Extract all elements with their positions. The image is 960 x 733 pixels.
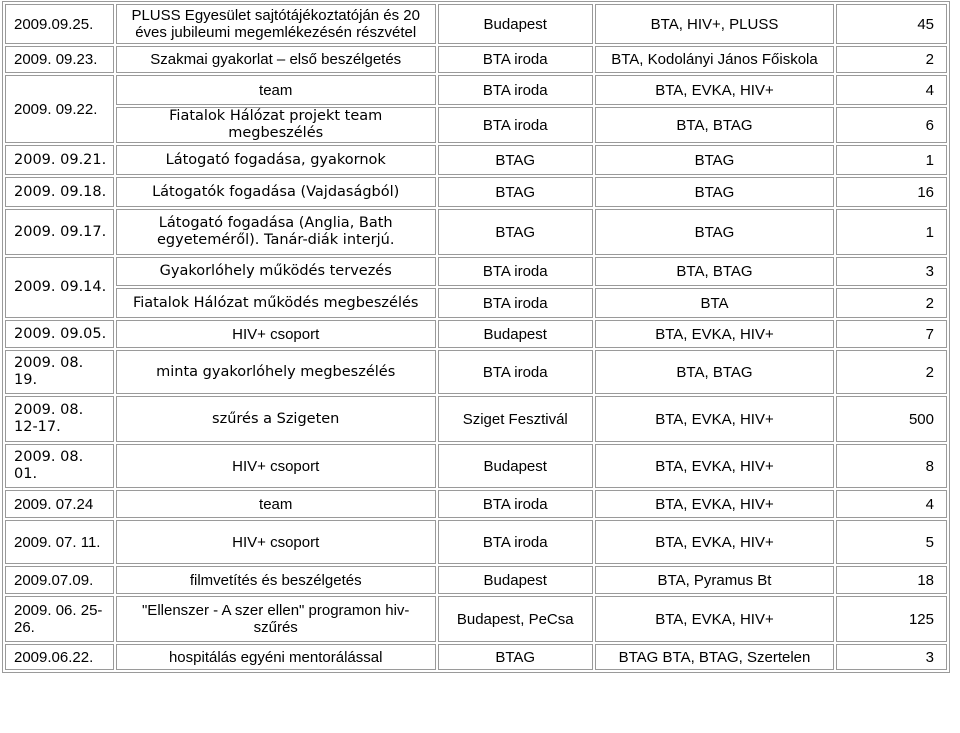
place-cell: Budapest (438, 320, 593, 348)
place-cell: Sziget Fesztivál (438, 396, 593, 442)
table-row (5, 46, 947, 73)
place-cell: BTA iroda (438, 107, 593, 143)
participants-cell: BTA, BTAG (595, 350, 835, 394)
date-cell: 2009.09.25. (5, 4, 114, 44)
participants-cell: BTA, EVKA, HIV+ (595, 320, 835, 348)
participants-cell: BTA, EVKA, HIV+ (595, 520, 835, 564)
date-cell: 2009. 09.05. (5, 320, 114, 348)
date-cell: 2009.07.09. (5, 566, 114, 594)
attendee-count-cell: 3 (836, 644, 947, 670)
date-cell: 2009. 08. 19. (5, 350, 114, 394)
participants-cell: BTA, HIV+, PLUSS (595, 4, 835, 44)
event-title-cell: team (116, 490, 436, 518)
event-title-cell: HIV+ csoport (116, 520, 436, 564)
table-row (5, 320, 947, 348)
date-cell: 2009. 09.17. (5, 209, 114, 255)
event-title-cell: Látogatók fogadása (Vajdaságból) (116, 177, 436, 207)
event-title-cell: team (116, 75, 436, 105)
participants-cell: BTA, EVKA, HIV+ (595, 396, 835, 442)
date-cell: 2009. 09.23. (5, 46, 114, 73)
table-row (5, 596, 947, 642)
place-cell: Budapest (438, 444, 593, 488)
attendee-count-cell: 4 (836, 490, 947, 518)
attendee-count-cell: 500 (836, 396, 947, 442)
date-cell: 2009. 09.21. (5, 145, 114, 175)
event-title-cell: Fiatalok Hálózat projekt team megbeszélés (116, 107, 436, 143)
table-row (5, 177, 947, 207)
date-cell: 2009. 08. 12-17. (5, 396, 114, 442)
attendee-count-cell: 16 (836, 177, 947, 207)
place-cell: BTA iroda (438, 46, 593, 73)
event-title-cell: filmvetítés és beszélgetés (116, 566, 436, 594)
date-cell: 2009. 09.18. (5, 177, 114, 207)
event-title-cell: "Ellenszer - A szer ellen" programon hiv-szűrés (116, 596, 436, 642)
table-row (5, 75, 947, 105)
place-cell: BTA iroda (438, 350, 593, 394)
place-cell: BTA iroda (438, 75, 593, 105)
date-cell: 2009. 09.14. (5, 257, 114, 318)
table-row (5, 107, 947, 143)
date-cell: 2009. 08. 01. (5, 444, 114, 488)
attendee-count-cell: 2 (836, 350, 947, 394)
place-cell: BTAG (438, 177, 593, 207)
attendee-count-cell: 18 (836, 566, 947, 594)
activity-log-table (2, 1, 950, 673)
place-cell: BTA iroda (438, 257, 593, 286)
event-title-cell: Látogató fogadása (Anglia, Bath egyeteméről). Tanár-diák interjú. (116, 209, 436, 255)
place-cell: BTA iroda (438, 288, 593, 318)
event-title-cell: Fiatalok Hálózat működés megbeszélés (116, 288, 436, 318)
activity-log-body (5, 4, 947, 670)
place-cell: BTA iroda (438, 490, 593, 518)
table-row (5, 520, 947, 564)
table-row (5, 209, 947, 255)
table-row (5, 257, 947, 286)
table-row (5, 350, 947, 394)
table-row (5, 444, 947, 488)
place-cell: BTAG (438, 145, 593, 175)
table-row (5, 490, 947, 518)
participants-cell: BTAG (595, 177, 835, 207)
place-cell: BTAG (438, 644, 593, 670)
event-title-cell: Látogató fogadása, gyakornok (116, 145, 436, 175)
attendee-count-cell: 5 (836, 520, 947, 564)
attendee-count-cell: 1 (836, 145, 947, 175)
participants-cell: BTA, EVKA, HIV+ (595, 444, 835, 488)
attendee-count-cell: 7 (836, 320, 947, 348)
date-cell: 2009. 06. 25-26. (5, 596, 114, 642)
table-row (5, 288, 947, 318)
attendee-count-cell: 125 (836, 596, 947, 642)
event-title-cell: hospitálás egyéni mentorálással (116, 644, 436, 670)
attendee-count-cell: 4 (836, 75, 947, 105)
participants-cell: BTA, Kodolányi János Főiskola (595, 46, 835, 73)
participants-cell: BTA, BTAG (595, 257, 835, 286)
participants-cell: BTA, BTAG (595, 107, 835, 143)
place-cell: Budapest, PeCsa (438, 596, 593, 642)
attendee-count-cell: 8 (836, 444, 947, 488)
event-title-cell: Szakmai gyakorlat – első beszélgetés (116, 46, 436, 73)
participants-cell: BTAG (595, 209, 835, 255)
attendee-count-cell: 45 (836, 4, 947, 44)
attendee-count-cell: 1 (836, 209, 947, 255)
event-title-cell: HIV+ csoport (116, 320, 436, 348)
event-title-cell: minta gyakorlóhely megbeszélés (116, 350, 436, 394)
attendee-count-cell: 3 (836, 257, 947, 286)
date-cell: 2009.06.22. (5, 644, 114, 670)
attendee-count-cell: 2 (836, 288, 947, 318)
attendee-count-cell: 2 (836, 46, 947, 73)
participants-cell: BTAG (595, 145, 835, 175)
table-row (5, 4, 947, 44)
participants-cell: BTA, EVKA, HIV+ (595, 490, 835, 518)
event-title-cell: PLUSS Egyesület sajtótájékoztatóján és 20 éves jubileumi megemlékezésén részvétel (116, 4, 436, 44)
table-row (5, 396, 947, 442)
attendee-count-cell: 6 (836, 107, 947, 143)
date-cell: 2009. 07.24 (5, 490, 114, 518)
event-title-cell: HIV+ csoport (116, 444, 436, 488)
table-row (5, 145, 947, 175)
date-cell: 2009. 07. 11. (5, 520, 114, 564)
table-row (5, 644, 947, 670)
participants-cell: BTA, EVKA, HIV+ (595, 596, 835, 642)
place-cell: Budapest (438, 566, 593, 594)
event-title-cell: Gyakorlóhely működés tervezés (116, 257, 436, 286)
date-cell: 2009. 09.22. (5, 75, 114, 143)
participants-cell: BTA (595, 288, 835, 318)
participants-cell: BTA, EVKA, HIV+ (595, 75, 835, 105)
place-cell: BTAG (438, 209, 593, 255)
event-title-cell: szűrés a Szigeten (116, 396, 436, 442)
participants-cell: BTA, Pyramus Bt (595, 566, 835, 594)
place-cell: BTA iroda (438, 520, 593, 564)
participants-cell: BTAG BTA, BTAG, Szertelen (595, 644, 835, 670)
table-row (5, 566, 947, 594)
place-cell: Budapest (438, 4, 593, 44)
